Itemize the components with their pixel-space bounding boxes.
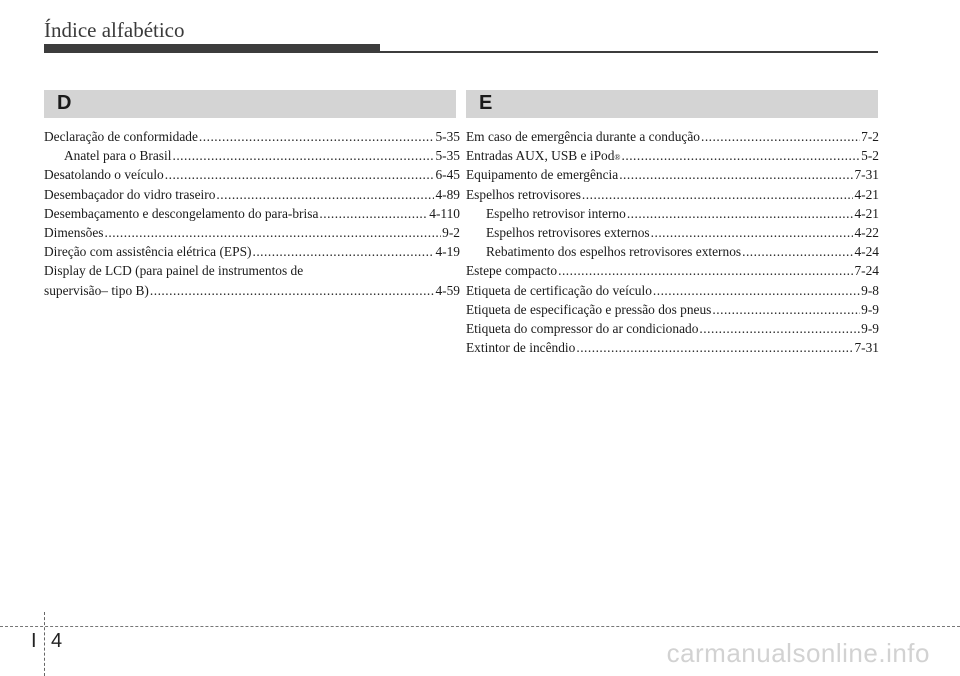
footer-rule xyxy=(0,626,960,627)
index-entry-text: Estepe compacto xyxy=(466,263,558,279)
index-entry-page: 4-19 xyxy=(435,244,460,260)
index-entry xyxy=(466,165,879,184)
index-entry-text: Declaração de conformidade xyxy=(44,129,198,144)
index-entry-text: Extintor de incêndio xyxy=(466,340,576,356)
dot-leader xyxy=(576,338,853,357)
dot-leader xyxy=(216,185,434,204)
index-entry: Entradas AUX, USB e iPod ® ..... 5-2 xyxy=(466,146,879,165)
index-entry-text: Dimensões xyxy=(44,224,104,240)
section-header-d xyxy=(44,90,456,118)
index-entry xyxy=(466,300,879,319)
dot-leader xyxy=(199,127,435,146)
index-entry xyxy=(466,204,879,223)
index-entry xyxy=(44,146,460,165)
index-entry-text: Entradas AUX, USB e iPod xyxy=(466,148,615,164)
dot-leader xyxy=(742,242,853,261)
index-entry-text: Direção com assistência elétrica (EPS) xyxy=(44,244,252,260)
index-entry xyxy=(44,165,460,184)
index-entry-page: 7-2 xyxy=(861,129,879,144)
index-entry xyxy=(466,223,879,242)
index-column-e xyxy=(466,127,879,357)
index-entry-text: Desembaçamento e descongelamento do para-brisa xyxy=(44,205,319,221)
index-entry-text: Desembaçador do vidro traseiro xyxy=(44,186,216,202)
dot-leader xyxy=(150,281,435,300)
section-letter-e: E xyxy=(479,92,493,114)
index-entry-page: 5-2 xyxy=(861,148,879,164)
index-entry-page: 4-59 xyxy=(435,282,460,298)
index-entry xyxy=(466,242,879,261)
dot-leader xyxy=(701,127,860,146)
index-entry-text: Etiqueta do compressor do ar condicionado xyxy=(466,320,699,336)
dot-leader xyxy=(172,146,434,165)
index-entry-text: Display de LCD (para painel de instrumentos de xyxy=(44,263,304,279)
index-entry xyxy=(44,127,460,146)
index-entry-page: 9-2 xyxy=(442,224,460,240)
index-entry-text: Espelhos retrovisores xyxy=(466,186,581,202)
index-entry-text: Em caso de emergência durante a condução xyxy=(466,129,700,144)
header-rule-thick xyxy=(44,44,380,53)
dot-leader xyxy=(319,204,428,223)
index-entry-page: 4-110 xyxy=(429,205,460,221)
index-entry-text: Etiqueta de especificação e pressão dos pneus xyxy=(466,301,712,317)
index-entry-page: 7-24 xyxy=(854,263,879,279)
index-entry-page: 9-8 xyxy=(861,282,879,298)
index-entry-page: 4-21 xyxy=(854,205,879,221)
dot-leader xyxy=(558,261,853,280)
dot-leader xyxy=(165,165,435,184)
page-title: Índice alfabético xyxy=(44,18,185,42)
index-entry-text: Espelho retrovisor interno xyxy=(486,205,626,221)
index-entry-page: 9-9 xyxy=(861,301,879,317)
index-entry xyxy=(466,319,879,338)
index-entry-page: 5-35 xyxy=(435,148,460,164)
dot-leader xyxy=(105,223,442,242)
footer-divider xyxy=(44,612,45,676)
dot-leader xyxy=(582,185,854,204)
index-entry xyxy=(44,185,460,204)
dot-leader xyxy=(699,319,860,338)
dot-leader xyxy=(627,204,854,223)
index-entry-page: 4-89 xyxy=(435,186,460,202)
index-entry xyxy=(466,185,879,204)
dot-leader xyxy=(252,242,434,261)
index-entry-page: 9-9 xyxy=(861,320,879,336)
index-entry-page: 5-35 xyxy=(435,129,460,144)
index-entry xyxy=(44,281,460,300)
dot-leader xyxy=(619,165,853,184)
section-header-e xyxy=(466,90,878,118)
index-entry-text: Desatolando o veículo xyxy=(44,167,164,183)
index-entry xyxy=(466,338,879,357)
index-entry-text: Equipamento de emergência xyxy=(466,167,619,183)
footer-page-number: 4 xyxy=(51,630,63,652)
dot-leader xyxy=(651,223,854,242)
index-entry xyxy=(44,223,460,242)
index-entry-page: 4-24 xyxy=(854,244,879,260)
footer-section-letter: I xyxy=(31,630,37,652)
index-entry-page: 7-31 xyxy=(854,340,879,356)
dot-leader xyxy=(622,146,861,165)
index-entry xyxy=(44,242,460,261)
index-entry xyxy=(44,261,460,280)
dot-leader xyxy=(653,281,860,300)
index-entry-page: 7-31 xyxy=(854,167,879,183)
index-entry-page: 6-45 xyxy=(435,167,460,183)
index-entry-text: Anatel para o Brasil xyxy=(64,148,172,164)
section-letter-d: D xyxy=(57,92,72,114)
index-entry-text: Etiqueta de certificação do veículo xyxy=(466,282,652,298)
index-column-d xyxy=(44,127,460,300)
index-entry xyxy=(466,127,879,146)
index-entry xyxy=(466,261,879,280)
index-entry-text: Espelhos retrovisores externos xyxy=(486,224,650,240)
index-entry-text: Rebatimento dos espelhos retrovisores externos xyxy=(486,244,742,260)
watermark: carmanualsonline.info xyxy=(666,638,930,668)
index-entry-page: 4-22 xyxy=(854,224,879,240)
index-entry-page: 4-21 xyxy=(854,186,879,202)
dot-leader xyxy=(712,300,860,319)
index-entry xyxy=(466,281,879,300)
header-rule-thin xyxy=(380,51,878,53)
index-entry xyxy=(44,204,460,223)
index-entry-text: supervisão– tipo B) xyxy=(44,282,149,298)
